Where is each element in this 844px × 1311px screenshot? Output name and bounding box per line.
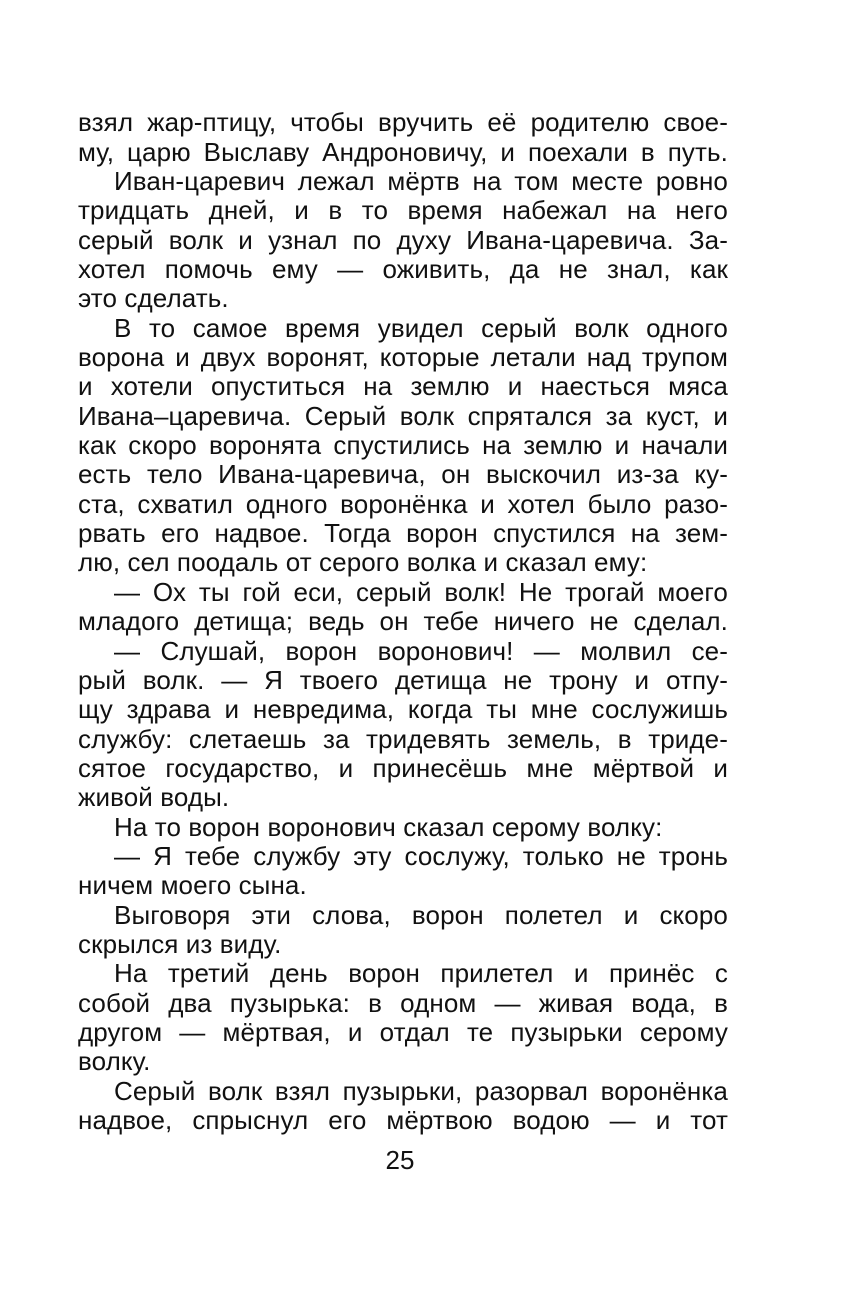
text-line: рый волк. — Я твоего детища не трону и отпу- — [78, 665, 728, 695]
text-line: как скоро воронята спустились на землю и начали — [78, 430, 728, 460]
text-line: ста, схватил одного воронёнка и хотел было разо- — [78, 489, 728, 519]
text-line: ворона и двух воронят, которые летали над трупом — [78, 342, 728, 372]
text-line: В то самое время увидел серый волк одного — [114, 313, 728, 343]
text-line: Серый волк взял пузырьки, разорвал воронёнка — [114, 1076, 728, 1106]
text-line: — Слушай, ворон воронович! — молвил се- — [114, 636, 728, 666]
text-line: Выговоря эти слова, ворон полетел и скоро — [114, 900, 728, 930]
page-number: 25 — [385, 1145, 415, 1175]
text-line: живой воды. — [78, 782, 230, 812]
text-line: лю, сел поодаль от серого волка и сказал ему: — [78, 547, 648, 577]
text-line: и хотели опуститься на землю и наесться мяса — [78, 371, 728, 401]
text-line: — Ох ты гой еси, серый волк! Не трогай моего — [114, 577, 728, 607]
text-line: На третий день ворон прилетел и принёс с — [114, 958, 728, 988]
text-line: тридцать дней, и в то время набежал на него — [78, 195, 728, 225]
text-line: Ивана–царевича. Серый волк спрятался за куст, и — [78, 401, 728, 431]
text-line: это сделать. — [78, 283, 229, 313]
text-line: службу: слетаешь за тридевять земель, в триде- — [78, 724, 728, 754]
text-line: сятое государство, и принесёшь мне мёртвой и — [78, 753, 728, 783]
text-line: серый волк и узнал по духу Ивана-царевича. За- — [78, 225, 728, 255]
text-line: есть тело Ивана-царевича, он выскочил из-за ку- — [78, 459, 728, 489]
text-line: хотел помочь ему — оживить, да не знал, как — [78, 254, 728, 284]
text-line: На то ворон воронович сказал серому волку: — [114, 812, 663, 842]
text-line: волку. — [78, 1046, 151, 1076]
text-line: — Я тебе службу эту сослужу, только не тронь — [114, 841, 728, 871]
text-line: щу здрава и невредима, когда ты мне сослужишь — [78, 694, 728, 724]
text-line: младого детища; ведь он тебе ничего не сделал. — [78, 606, 728, 636]
text-line: скрылся из виду. — [78, 929, 282, 959]
text-line: ничем моего сына. — [78, 870, 307, 900]
text-line: другом — мёртвая, и отдал те пузырьки серому — [78, 1017, 728, 1047]
text-line: надвое, спрыснул его мёртвою водою — и тот — [78, 1105, 728, 1135]
text-line: рвать его надвое. Тогда ворон спустился на зем- — [78, 518, 728, 548]
text-line: му, царю Выславу Андроновичу, и поехали в путь. — [78, 137, 728, 167]
text-line: Иван-царевич лежал мёртв на том месте ровно — [114, 166, 728, 196]
text-line: взял жар-птицу, чтобы вручить её родителю свое- — [78, 107, 728, 137]
text-line: собой два пузырька: в одном — живая вода, в — [78, 988, 728, 1018]
